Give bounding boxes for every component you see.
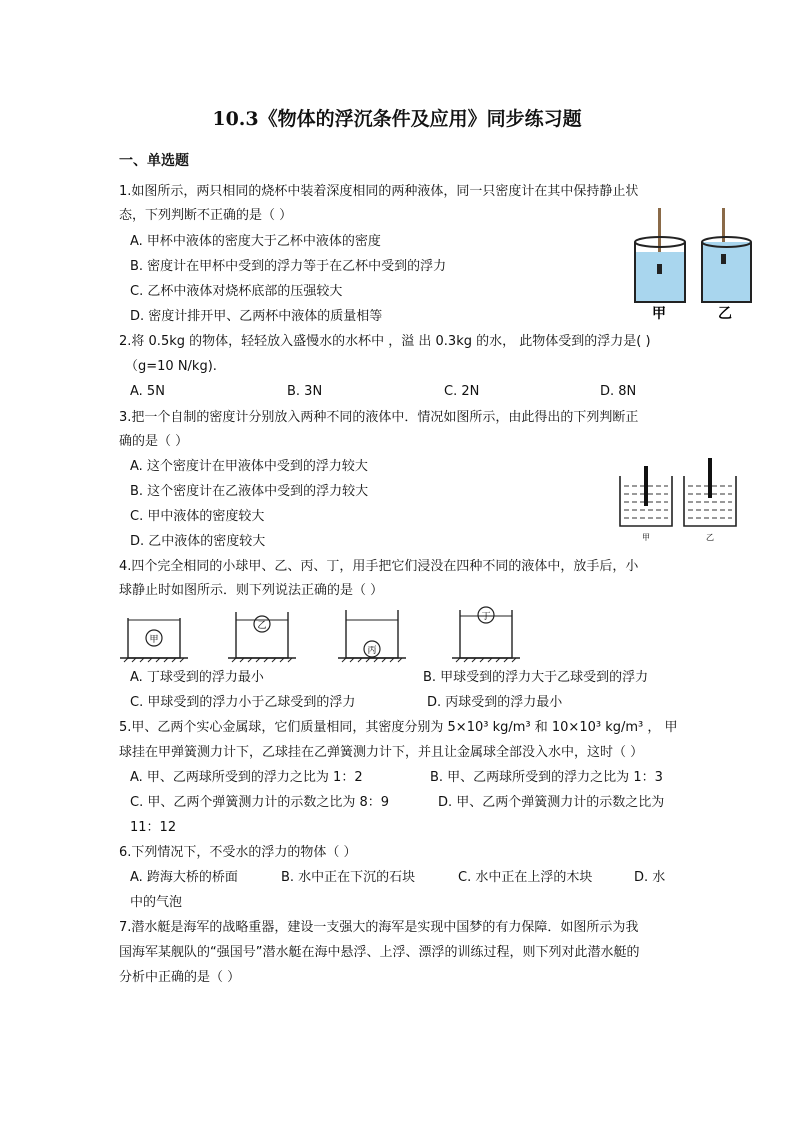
q2-stem-line2: （g=10 N/kg). (125, 359, 217, 374)
q4-container-jia (120, 618, 188, 662)
page-title: 10.3《物体的浮沉条件及应用》同步练习题 (212, 108, 582, 130)
q5-option-a: A. 甲、乙两球所受到的浮力之比为 1：2 (130, 770, 363, 785)
q1-option-b: B. 密度计在甲杯中受到的浮力等于在乙杯中受到的浮力 (130, 259, 447, 274)
q3-stem-line2: 确的是（ ） (119, 434, 189, 449)
q4-balls-figure (120, 606, 520, 668)
q1-stem-line2: 态，下列判断不正确的是（ ） (119, 208, 293, 223)
section-heading: 一、单选题 (119, 153, 189, 169)
q7-stem-line1: 7.潜水艇是海军的战略重器，建设一支强大的海军是实现中国梦的有力保障．如图所示为我 (119, 920, 639, 935)
q4-ball-jia: 甲 (149, 635, 159, 645)
q6-option-d-cont: 中的气泡 (130, 895, 183, 910)
q2-option-c: C. 2N (444, 384, 480, 399)
q5-option-d-cont: 11：12 (130, 820, 177, 835)
q2-option-a: A. 5N (130, 384, 165, 399)
q1-fig-label-left: 甲 (652, 306, 666, 321)
q5-option-b: B. 甲、乙两球所受到的浮力之比为 1：3 (430, 770, 663, 785)
q3-option-c: C. 甲中液体的密度较大 (130, 509, 265, 524)
q6-option-a: A. 跨海大桥的桥面 (130, 870, 238, 885)
q6-option-b: B. 水中正在下沉的石块 (281, 870, 416, 885)
q4-stem-line1: 4.四个完全相同的小球甲、乙、丙、丁，用手把它们浸没在四种不同的液体中，放手后，小 (119, 559, 639, 574)
q1-beakers-figure (628, 206, 760, 321)
q3-fig-label-right: 乙 (706, 533, 714, 542)
q4-ball-ding: 丁 (481, 612, 491, 622)
q4-ball-yi: 乙 (257, 621, 267, 631)
q4-option-a: A. 丁球受到的浮力最小 (130, 670, 264, 685)
q2-option-d: D. 8N (600, 384, 637, 399)
q6-stem: 6.下列情况下，不受水的浮力的物体（ ） (119, 845, 357, 860)
q3-option-d: D. 乙中液体的密度较大 (130, 534, 266, 549)
q3-stem-line1: 3.把一个自制的密度计分别放入两种不同的液体中．情况如图所示，由此得出的下列判断正 (119, 410, 639, 425)
q5-stem-line1: 5.甲、乙两个实心金属球，它们质量相同，其密度分别为 5×10³ kg/m³ 和 10×10³ kg/m³ ， 甲 (119, 720, 678, 735)
q6-option-c: C. 水中正在上浮的木块 (458, 870, 593, 885)
q7-stem-line2: 国海军某舰队的“强国号”潜水艇在海中悬浮、上浮、漂浮的训练过程，则下列对此潜水艇的 (119, 945, 640, 960)
q4-container-yi (228, 612, 296, 662)
q4-option-d: D. 丙球受到的浮力最小 (427, 695, 563, 710)
q1-option-a: A. 甲杯中液体的密度大于乙杯中液体的密度 (130, 234, 381, 249)
q4-container-ding (452, 607, 520, 662)
q4-option-c: C. 甲球受到的浮力小于乙球受到的浮力 (130, 695, 356, 710)
q3-fig-label-left: 甲 (642, 533, 650, 542)
q2-stem-line1: 2.将 0.5kg 的物体，轻轻放入盛慢水的水杯中 ，溢 出 0.3kg 的水， 此物体受到的浮力是( ) (119, 334, 651, 349)
q3-densimeter-figure (616, 456, 748, 544)
q3-option-a: A. 这个密度计在甲液体中受到的浮力较大 (130, 459, 368, 474)
q4-stem-line2: 球静止时如图所示．则下列说法正确的是（ ） (119, 583, 384, 598)
q4-ball-bing: 丙 (367, 646, 377, 656)
q5-stem-line2: 球挂在甲弹簧测力计下，乙球挂在乙弹簧测力计下，并且让金属球全部没入水中，这时（ ） (119, 745, 644, 760)
q3-option-b: B. 这个密度计在乙液体中受到的浮力较大 (130, 484, 369, 499)
q5-option-d: D. 甲、乙两个弹簧测力计的示数之比为 (438, 795, 665, 810)
q1-stem-line1: 1.如图所示，两只相同的烧杯中装着深度相同的两种液体，同一只密度计在其中保持静止状 (119, 184, 639, 199)
q1-option-d: D. 密度计排开甲、乙两杯中液体的质量相等 (130, 309, 383, 324)
q6-option-d: D. 水 (634, 870, 666, 885)
q4-option-b: B. 甲球受到的浮力大于乙球受到的浮力 (423, 670, 649, 685)
q5-option-c: C. 甲、乙两个弹簧测力计的示数之比为 8：9 (130, 795, 390, 810)
q1-fig-label-right: 乙 (718, 306, 732, 321)
q7-stem-line3: 分析中正确的是（ ） (119, 970, 241, 985)
q2-option-b: B. 3N (287, 384, 323, 399)
q1-option-c: C. 乙杯中液体对烧杯底部的压强较大 (130, 284, 343, 299)
q4-container-bing (338, 610, 406, 662)
